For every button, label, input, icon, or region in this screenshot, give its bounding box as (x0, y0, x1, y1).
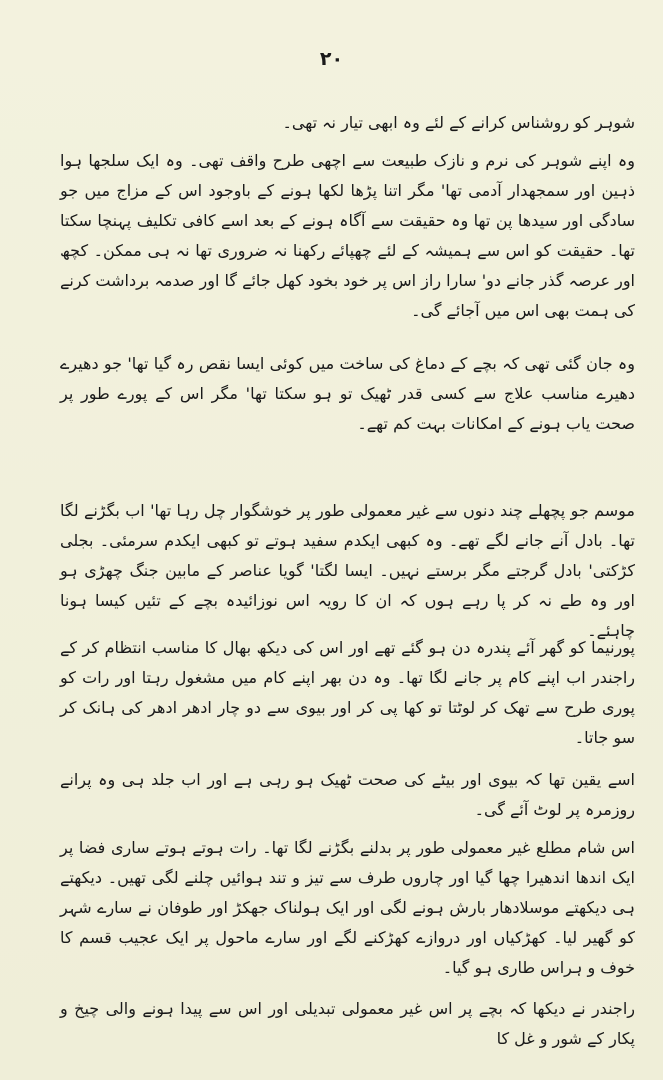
paragraph-5 (60, 633, 635, 753)
paragraph-text: پورنیما کو گھر آئے پندرہ دن ہو گئے تھے اور اس کی دیکھ بھال کا مناسب انتظام کر کے راجندر اب اپنے کام پر جانے لگا تھا۔ وہ دن بھر اپنے کام میں مشغول رہتا اور رات کو پوری طرح سے تھک کر لوٹتا تو کھا پی کر اور بیوی سے دو چار ادھر ادھر کی ہانک کر سو جاتا۔ (60, 638, 635, 747)
paragraph-text: راجندر نے دیکھا کہ بچے پر اس غیر معمولی تبدیلی اور اس سے پیدا ہونے والی چیخ و پکار کے شور و غل کا (60, 999, 635, 1048)
paragraph-8 (60, 994, 635, 1054)
paragraph-text: وہ اپنے شوہر کی نرم و نازک طبیعت سے اچھی طرح واقف تھی۔ وہ ایک سلجھا ہوا ذہین اور سمجھدار آدمی تھا' مگر اتنا پڑھا لکھا ہونے کے باوجود اس کے مزاج میں جو سادگی اور سیدھا پن تھا وہ حقیقت سے آگاہ ہونے کے بعد اسے کافی تکلیف پہنچا سکتا تھا۔ حقیقت کو اس سے ہمیشہ کے لئے چھپائے رکھنا نہ ضروری تھا نہ ہی ممکن۔ کچھ اور عرصہ گذر جانے دو' سارا راز اس پر خود بخود کھل جائے گا اور صدمہ برداشت کرنے کی ہمت بھی اس میں آجائے گی۔ (60, 151, 635, 320)
paragraph-2 (60, 146, 635, 326)
paragraph-7 (60, 833, 635, 983)
paragraph-3 (60, 349, 635, 439)
paragraph-text: اس شام مطلع غیر معمولی طور پر بدلنے بگڑنے لگا تھا۔ رات ہوتے ہوتے ساری فضا پر ایک اندھا اندھیرا چھا گیا اور چاروں طرف سے تیز و تند ہوائیں چلنے لگی تھیں۔ دیکھتے ہی دیکھتے موسلادھار بارش ہونے لگی اور ایک ہولناک جھکڑ اور طوفان نے سارے شہر کو گھیر لیا۔ کھڑکیاں اور دروازے کھڑکنے لگے اور سارے ماحول پر ایک عجیب قسم کا خوف و ہراس طاری ہو گیا۔ (60, 838, 635, 977)
paragraph-text: وہ جان گئی تھی کہ بچے کے دماغ کی ساخت میں کوئی ایسا نقص رہ گیا تھا' جو دھیرے دھیرے مناسب علاج سے کسی قدر ٹھیک تو ہو سکتا تھا' مگر اس کے پورے طور پر صحت یاب ہونے کے امکانات بہت کم تھے۔ (60, 354, 635, 433)
paragraph-1 (60, 108, 635, 138)
page-number: ۲۰ (319, 48, 344, 70)
paragraph-text: موسم جو پچھلے چند دنوں سے غیر معمولی طور پر خوشگوار چل رہا تھا' اب بگڑنے لگا تھا۔ بادل آنے جانے لگے تھے۔ وہ کبھی ایکدم سفید ہوتے تو کبھی ایکدم سرمئی۔ بجلی کڑکتی' بادل گرجتے مگر برستے نہیں۔ ایسا لگتا' گویا عناصر کے مابین جنگ چھڑی ہو اور وہ طے نہ کر پا رہے ہوں کہ ان کا رویہ اس نوزائیدہ بچے کے تئیں کیسا ہونا چاہئے۔ (60, 501, 635, 640)
paragraph-4 (60, 496, 635, 646)
paragraph-6 (60, 765, 635, 825)
paragraph-text: شوہر کو روشناس کرانے کے لئے وہ ابھی تیار نہ تھی۔ (282, 113, 635, 132)
paragraph-text: اسے یقین تھا کہ بیوی اور بیٹے کی صحت ٹھیک ہو رہی ہے اور اب جلد ہی وہ پرانے روزمرہ پر لوٹ آئے گی۔ (60, 770, 635, 819)
